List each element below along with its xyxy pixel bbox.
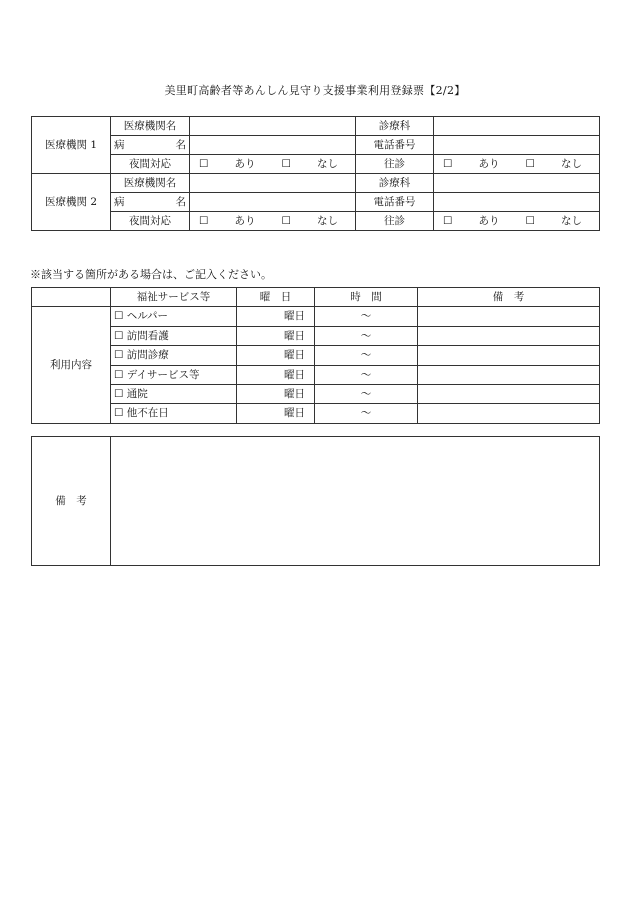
time-field[interactable] (315, 404, 418, 423)
institution-2-disease-field[interactable] (190, 193, 356, 212)
institution-2-disease-label: 病 名 (111, 193, 190, 212)
option-no-label: なし (560, 214, 582, 227)
service-item[interactable] (111, 326, 237, 345)
usage-content-label: 利用内容 (32, 307, 111, 423)
institution-2-phone-field[interactable] (434, 193, 600, 212)
time-field[interactable] (315, 346, 418, 365)
institution-1-dept-label: 診療科 (356, 117, 434, 136)
institution-1-name-field[interactable] (190, 117, 356, 136)
institution-2-dept-label: 診療科 (356, 174, 434, 193)
institution-2-dept-field[interactable] (434, 174, 600, 193)
remarks-table (31, 436, 600, 566)
night-yes-checkbox[interactable]: ☐ (199, 157, 209, 170)
institution-1-group-label: 医療機関 1 (32, 117, 111, 174)
option-no-label: なし (316, 157, 338, 170)
option-no-label: なし (316, 214, 338, 227)
remarks-field[interactable] (111, 437, 600, 566)
visit-no-checkbox[interactable]: ☐ (525, 157, 535, 170)
service-item-label: 訪問看護 (126, 329, 169, 342)
time-field[interactable] (315, 384, 418, 403)
night-no-checkbox[interactable]: ☐ (281, 214, 291, 227)
institution-1-disease-label: 病 名 (111, 136, 190, 155)
service-remarks-field[interactable] (418, 404, 600, 423)
service-checkbox[interactable]: ☐ (114, 329, 124, 342)
service-row (32, 307, 600, 326)
option-yes-label: あり (234, 214, 256, 227)
weekday-field[interactable] (237, 365, 315, 384)
header-time: 時 間 (315, 288, 418, 307)
weekday-suffix: 曜日 (284, 349, 305, 362)
service-remarks-field[interactable] (418, 326, 600, 345)
institution-1-phone-field[interactable] (434, 136, 600, 155)
option-yes-label: あり (234, 157, 256, 170)
service-remarks-field[interactable] (418, 384, 600, 403)
institution-2-visit-options (434, 212, 600, 231)
service-row (32, 365, 600, 384)
weekday-field[interactable] (237, 346, 315, 365)
medical-institution-table (31, 116, 600, 231)
service-checkbox[interactable]: ☐ (114, 349, 124, 362)
remarks-label: 備 考 (32, 437, 111, 566)
service-item[interactable] (111, 404, 237, 423)
weekday-suffix: 曜日 (284, 310, 305, 323)
institution-1-name-label: 医療機関名 (111, 117, 190, 136)
institution-1-disease-field[interactable] (190, 136, 356, 155)
service-usage-table (31, 287, 600, 424)
weekday-field[interactable] (237, 384, 315, 403)
institution-2-night-label: 夜間対応 (111, 212, 190, 231)
service-remarks-field[interactable] (418, 307, 600, 326)
institution-2-name-label: 医療機関名 (111, 174, 190, 193)
service-remarks-field[interactable] (418, 365, 600, 384)
service-item[interactable] (111, 346, 237, 365)
visit-yes-checkbox[interactable]: ☐ (443, 157, 453, 170)
institution-1-night-options (190, 155, 356, 174)
service-checkbox[interactable]: ☐ (114, 407, 124, 420)
visit-yes-checkbox[interactable]: ☐ (443, 214, 453, 227)
institution-2-group-label: 医療機関 2 (32, 174, 111, 231)
service-checkbox[interactable]: ☐ (114, 387, 124, 400)
service-row (32, 346, 600, 365)
weekday-suffix: 曜日 (284, 368, 305, 381)
service-item-label: デイサービス等 (126, 368, 200, 381)
institution-1-visit-options (434, 155, 600, 174)
visit-no-checkbox[interactable]: ☐ (525, 214, 535, 227)
time-field[interactable] (315, 326, 418, 345)
institution-1-phone-label: 電話番号 (356, 136, 434, 155)
service-row (32, 384, 600, 403)
weekday-suffix: 曜日 (284, 407, 305, 420)
service-checkbox[interactable]: ☐ (114, 310, 124, 323)
weekday-field[interactable] (237, 326, 315, 345)
night-yes-checkbox[interactable]: ☐ (199, 214, 209, 227)
weekday-suffix: 曜日 (284, 329, 305, 342)
time-field[interactable] (315, 365, 418, 384)
institution-2-night-options (190, 212, 356, 231)
header-blank-cell (32, 288, 111, 307)
option-no-label: なし (560, 157, 582, 170)
header-weekday: 曜 日 (237, 288, 315, 307)
institution-2-phone-label: 電話番号 (356, 193, 434, 212)
institution-1-dept-field[interactable] (434, 117, 600, 136)
time-separator: ～ (360, 368, 372, 381)
time-separator: ～ (360, 310, 372, 323)
service-item[interactable] (111, 384, 237, 403)
time-separator: ～ (360, 329, 372, 342)
option-yes-label: あり (478, 214, 500, 227)
institution-1-night-label: 夜間対応 (111, 155, 190, 174)
service-item-label: ヘルパー (126, 310, 169, 323)
time-field[interactable] (315, 307, 418, 326)
institution-1-visit-label: 往診 (356, 155, 434, 174)
service-item-label: 通院 (126, 387, 148, 400)
service-item[interactable] (111, 365, 237, 384)
header-remarks: 備 考 (418, 288, 600, 307)
service-item-label: 他不在日 (126, 407, 169, 420)
service-row (32, 404, 600, 423)
header-service: 福祉サービス等 (111, 288, 237, 307)
instruction-note: ※該当する箇所がある場合は、ご記入ください。 (30, 268, 272, 281)
weekday-field[interactable] (237, 404, 315, 423)
service-row (32, 326, 600, 345)
service-remarks-field[interactable] (418, 346, 600, 365)
time-separator: ～ (360, 349, 372, 362)
time-separator: ～ (360, 407, 372, 420)
institution-2-visit-label: 往診 (356, 212, 434, 231)
page-title: 美里町高齢者等あんしん見守り支援事業利用登録票【2/2】 (164, 84, 466, 97)
service-item-label: 訪問診療 (126, 349, 169, 362)
night-no-checkbox[interactable]: ☐ (281, 157, 291, 170)
service-item[interactable] (111, 307, 237, 326)
time-separator: ～ (360, 387, 372, 400)
option-yes-label: あり (478, 157, 500, 170)
weekday-suffix: 曜日 (284, 387, 305, 400)
institution-2-name-field[interactable] (190, 174, 356, 193)
weekday-field[interactable] (237, 307, 315, 326)
service-checkbox[interactable]: ☐ (114, 368, 124, 381)
